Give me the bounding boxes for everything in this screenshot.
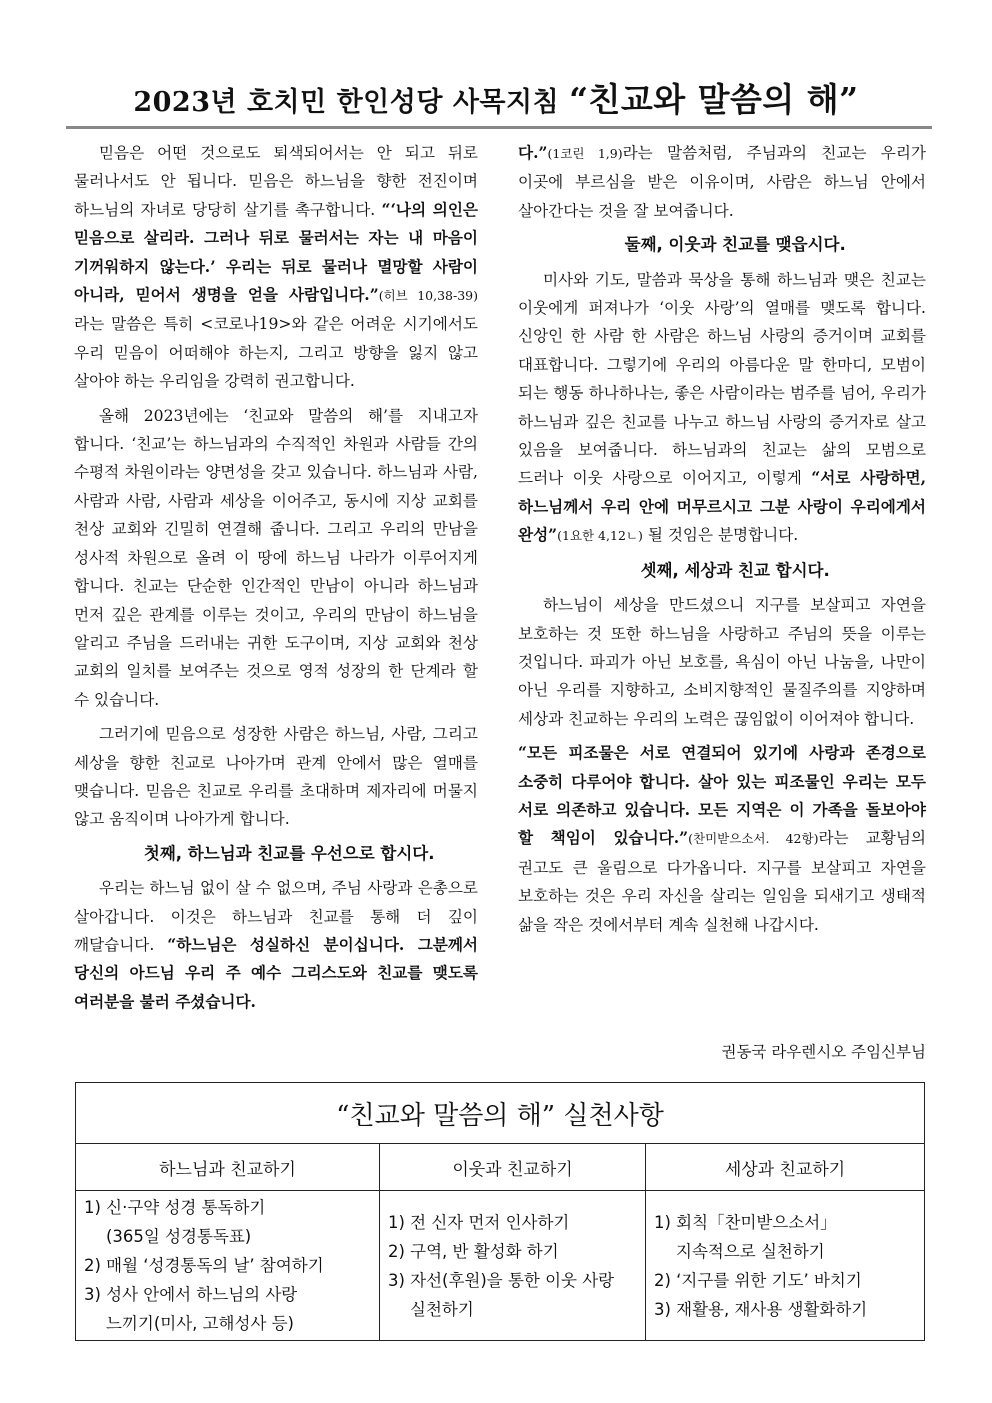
text: 라는 말씀은 특히 <코로나19>와 같은 어려운 시기에서도 우리 믿음이 어떠해야 하는지, 그리고 방향을 잃지 않고 살아야 하는 우리임을 강력히 권고합니다.	[74, 315, 478, 391]
bold-quote: “서로 사랑하면, 하느님께서 우리 안에 머무르시고 그분 사랑이 우리에게서 완성”	[518, 468, 926, 545]
paragraph-faith	[74, 139, 478, 396]
paragraph-world-quote	[518, 739, 926, 939]
scripture-ref: (1코린 1,9)	[547, 146, 623, 161]
title-divider	[66, 126, 932, 129]
text: 믿음은 어떤 것으로도 퇴색되어서는 안 되고 뒤로 물러나서도 안 됩니다. 믿음은 하느님을 향한 전진이며 하느님의 자녀로 당당히 살기를 촉구합니다.	[74, 144, 478, 219]
list-item: 3) 재활용, 재사용 생활화하기	[654, 1299, 868, 1319]
text: 미사와 기도, 말씀과 묵상을 통해 하느님과 맺은 친교는 이웃에게 퍼져나가 ‘이웃 사랑’의 열매를 맺도록 합니다. 신앙인 한 사람 한 사람은 하느님 사랑의 증거이며 교회를 대표합니다. 그렇기에 우리의 아름다운 말 한마디, 모범이 되는 행동 하나하나는, 좋은 사람이라는 범주를 넘어, 우리가 하느님과 깊은 친교를 나누고 하느님 사랑의 증거자로 살고 있음을 보여줍니다. 하느님과의 친교는 삶의 모범으로 드러나 이웃 사랑으로 이어지고, 이렇게	[518, 270, 926, 488]
practice-cell-god	[76, 1191, 380, 1341]
list-item: 2) 구역, 반 활성화 하기	[388, 1241, 559, 1261]
list-item: 느끼기(미사, 고해성사 등)	[106, 1314, 294, 1333]
text: 우리는 하느님 없이 살 수 없으며, 주님 사랑과 은총으로 살아갑니다. 이것은 하느님과 친교를 통해 더 깊이 깨달습니다.	[74, 879, 478, 954]
text: 될 것임은 분명합니다.	[642, 526, 799, 545]
list-item: 실천하기	[410, 1299, 474, 1319]
text: 라는 교황님의 권고도 큰 울림으로 다가옵니다. 지구를 보살피고 자연을 보호하는 것은 우리 자신을 살리는 일임을 되새기고 생태적 삶을 작은 것에서부터 계속 실천해 나갑시다.	[518, 829, 926, 934]
list-item: 1) 회칙「찬미받으소서」	[654, 1212, 837, 1232]
list-item: 1) 전 신자 먼저 인사하기	[388, 1212, 570, 1232]
section-heading-third: 셋째, 세상과 친교 합시다.	[640, 560, 830, 580]
bold-quote: “‘나의 의인은 믿음으로 살리라. 그러나 뒤로 물러서는 자는 내 마음이 기꺼워하지 않는다.’ 우리는 뒤로 물러나 멸망할 사람이 아니라, 믿어서 생명을 얻을 사람입니다.”	[74, 199, 478, 305]
page-title	[0, 74, 992, 121]
practice-header-world: 세상과 친교하기	[646, 1144, 925, 1191]
list-item: 3) 자선(후원)을 통한 이웃 사랑	[388, 1270, 615, 1290]
section-heading-second: 둘째, 이웃과 친교를 맺읍시다.	[624, 235, 846, 255]
practice-table-title: “친교와 말씀의 해” 실천사항	[76, 1083, 925, 1144]
practice-header-god: 하느님과 친교하기	[76, 1144, 380, 1191]
bold-quote: 다.”	[518, 143, 548, 162]
practice-header-neighbor: 이웃과 친교하기	[380, 1144, 646, 1191]
list-item: 2) ‘지구를 위한 기도’ 바치기	[654, 1270, 862, 1290]
right-column	[518, 139, 926, 945]
list-item: 2) 매월 ‘성경통독의 날’ 참여하기	[84, 1256, 324, 1275]
list-item: 지속적으로 실천하기	[676, 1241, 825, 1261]
paragraph-neighbor	[518, 266, 926, 551]
practice-cell-world	[646, 1191, 925, 1341]
left-column	[74, 139, 478, 1022]
practice-cell-neighbor	[380, 1191, 646, 1341]
text: 라는 말씀처럼, 주님과의 친교는 우리가 이곳에 부르심을 받은 이유이며, 사람은 하느님 안에서 살아간다는 것을 잘 보여줍니다.	[518, 144, 926, 220]
paragraph-god-communion	[74, 874, 478, 1016]
list-item: 3) 성사 안에서 하느님의 사랑	[84, 1285, 298, 1304]
title-main: 2023년 호치민 한인성당 사목지침	[133, 87, 570, 118]
title-quote: “친교와 말씀의 해”	[569, 80, 859, 119]
scripture-ref: (1요한 4,12ㄴ)	[557, 528, 643, 544]
scripture-ref: (찬미받으소서. 42항)	[688, 831, 819, 847]
bold-quote: “모든 피조물은 서로 연결되어 있기에 사랑과 존경으로 소중히 다루어야 합니다. 살아 있는 피조물인 우리는 모두 서로 의존하고 있습니다. 모든 지역은 이 가족을 돌보아야 할 책임이 있습니다.”	[518, 743, 926, 848]
paragraph-world	[518, 591, 926, 733]
text: 하느님이 세상을 만드셨으니 지구를 보살피고 자연을 보호하는 것 또한 하느님을 사랑하고 주님의 뜻을 이루는 것입니다. 파괴가 아닌 보호를, 욕심이 아닌 나눔을, 나만이 아닌 우리를 지향하고, 소비지향적인 물질주의를 지양하며 세상과 친교하는 우리의 노력은 끊임없이 이어져야 합니다.	[518, 596, 926, 728]
paragraph-communion: 올해 2023년에는 ‘친교와 말씀의 해’를 지내고자 합니다. ‘친교’는 하느님과의 수직적인 차원과 사람들 간의 수평적 차원이라는 양면성을 갖고 있습니다. 하느님과 사람, 사람과 사람, 사람과 세상을 이어주고, 동시에 지상 교회를 천상 교회와 긴밀히 연결해 줍니다. 그리고 우리의 만남을 성사적 차원으로 올려 이 땅에 하느님 나라가 이루어지게 합니다. 친교는 단순한 인간적인 만남이 아니라 하느님과 먼저 깊은 관계를 이루는 것이고, 우리의 만남이 하느님을 알리고 주님을 드러내는 귀한 도구이며, 지상 교회와 천상 교회의 일치를 보여주는 것으로 영적 성장의 한 단계라 할 수 있습니다.	[74, 406, 478, 709]
list-item: (365일 성경통독표)	[106, 1227, 252, 1246]
section-heading-first: 첫째, 하느님과 친교를 우선으로 합시다.	[143, 843, 435, 863]
practice-table	[75, 1082, 925, 1341]
signature: 권동국 라우렌시오 주임신부님	[721, 1043, 926, 1061]
scripture-ref: (히브 10,38-39)	[378, 288, 479, 304]
list-item: 1) 신·구약 성경 통독하기	[84, 1198, 266, 1217]
paragraph-continued	[518, 139, 926, 225]
bold-quote: “하느님은 성실하신 분이십니다. 그분께서 당신의 아드님 우리 주 예수 그리스도와 친교를 맺도록 여러분을 불러 주셨습니다.	[74, 934, 478, 1011]
paragraph-growth: 그러기에 믿음으로 성장한 사람은 하느님, 사람, 그리고 세상을 향한 친교로 나아가며 관계 안에서 많은 열매를 맺습니다. 믿음은 친교로 우리를 초대하며 제자리에 머물지 않고 움직이며 나아가게 합니다.	[74, 725, 478, 829]
